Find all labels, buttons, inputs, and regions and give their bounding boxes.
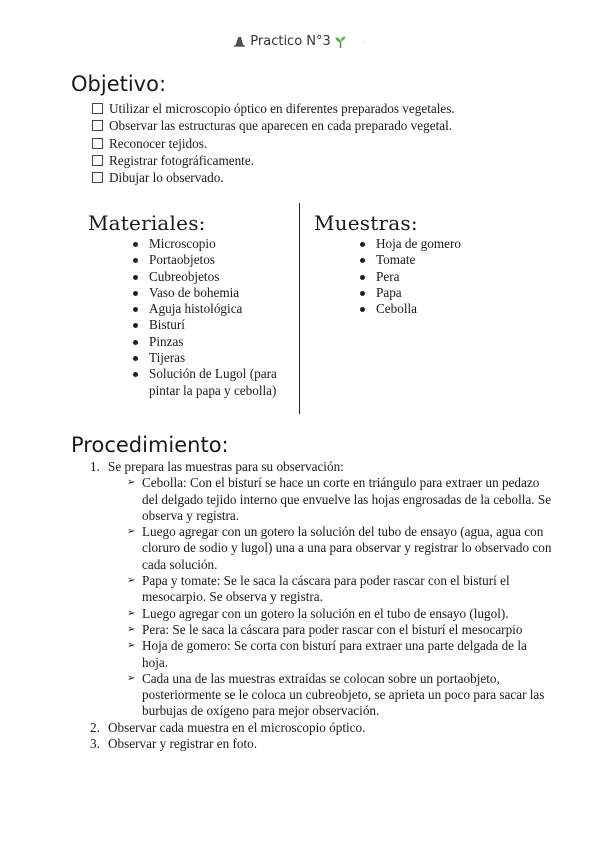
procedure-substep: ➢ Cebolla: Con el bisturí se hace un corte en triángulo para extraer un pedazo del delgado tejido interno que envuelve las hojas engrosadas de la cebolla. Se observa y registra. bbox=[127, 475, 552, 523]
procedimiento-heading: Procedimiento: bbox=[71, 433, 229, 457]
bullet-icon bbox=[133, 356, 138, 361]
objetivo-heading: Objetivo: bbox=[71, 72, 167, 96]
list-item: Tomate bbox=[360, 252, 560, 268]
step-text: Observar cada muestra en el microscopio óptico. bbox=[108, 719, 366, 735]
list-item: Pinzas bbox=[133, 334, 283, 350]
list-item: Vaso de bohemia bbox=[133, 285, 283, 301]
step-text: Se prepara las muestras para su observación: bbox=[108, 459, 344, 474]
list-item: Papa bbox=[360, 285, 560, 301]
arrow-bullet-icon: ➢ bbox=[127, 640, 136, 652]
objetivo-checklist bbox=[92, 101, 572, 187]
procedure-step bbox=[82, 736, 552, 752]
bullet-icon bbox=[133, 291, 138, 296]
checkbox[interactable] bbox=[92, 155, 103, 166]
checklist-item: Observar las estructuras que aparecen en cada preparado vegetal. bbox=[92, 118, 572, 135]
list-item: Solución de Lugol (para pintar la papa y cebolla) bbox=[133, 366, 283, 399]
bullet-icon bbox=[360, 242, 365, 247]
bullet-icon bbox=[360, 307, 365, 312]
muestras-heading: Muestras: bbox=[314, 211, 418, 235]
step-number: 1. bbox=[90, 459, 100, 474]
list-item: Hoja de gomero bbox=[360, 236, 560, 252]
step-text: Observar y registrar en foto. bbox=[108, 736, 258, 752]
arrow-bullet-icon: ➢ bbox=[127, 526, 136, 538]
page-header bbox=[0, 34, 600, 49]
step-number: 3. bbox=[90, 736, 100, 752]
checkbox[interactable] bbox=[92, 138, 103, 149]
procedure-step bbox=[82, 720, 552, 736]
arrow-bullet-icon: ➢ bbox=[127, 575, 136, 587]
header-mini-mark: ... bbox=[362, 38, 367, 45]
checklist-item: Reconocer tejidos. bbox=[92, 136, 572, 153]
procedure-substep: ➢ Cada una de las muestras extraídas se colocan sobre un portaobjeto, posteriormente se le coloca un cubreobjeto, se aprieta un poco para sacar las burbujas de oxígeno para mejor observación. bbox=[127, 670, 545, 719]
bullet-icon bbox=[133, 372, 138, 377]
procedimiento-list bbox=[82, 459, 552, 752]
bullet-icon bbox=[133, 242, 138, 247]
list-item: Pera bbox=[360, 269, 560, 285]
bullet-icon bbox=[360, 275, 365, 280]
column-divider bbox=[299, 203, 300, 414]
materiales-heading: Materiales: bbox=[88, 211, 206, 235]
microscope-icon bbox=[233, 37, 246, 47]
bullet-icon bbox=[133, 307, 138, 312]
bullet-icon bbox=[133, 340, 138, 345]
checkbox[interactable] bbox=[92, 103, 103, 114]
step-number: 2. bbox=[90, 719, 100, 735]
list-item: Cebolla bbox=[360, 301, 560, 317]
procedure-substep: ➢ Hoja de gomero: Se corta con bisturí para extraer una parte delgada de la hoja. bbox=[127, 638, 527, 670]
checklist-item: Utilizar el microscopio óptico en diferentes preparados vegetales. bbox=[92, 101, 572, 118]
sprout-icon bbox=[335, 36, 346, 48]
checklist-item: Dibujar lo observado. bbox=[92, 170, 572, 187]
bullet-icon bbox=[360, 291, 365, 296]
list-item: Portaobjetos bbox=[133, 252, 283, 268]
muestras-list bbox=[360, 236, 560, 317]
list-item: Microscopio bbox=[133, 236, 283, 252]
list-item: Cubreobjetos bbox=[133, 269, 283, 285]
procedure-substep: ➢ Pera: Se le saca la cáscara para poder rascar con el bisturí el mesocarpio bbox=[127, 621, 523, 637]
checklist-item: Registrar fotográficamente. bbox=[92, 153, 572, 170]
arrow-bullet-icon: ➢ bbox=[127, 623, 136, 635]
procedure-substep: ➢ Luego agregar con un gotero la solución en el tubo de ensayo (lugol). bbox=[127, 605, 509, 621]
list-item: Aguja histológica bbox=[133, 301, 283, 317]
materiales-list bbox=[133, 236, 283, 399]
page-title: Practico N°3 bbox=[250, 34, 331, 49]
bullet-icon bbox=[133, 323, 138, 328]
procedure-substep: ➢ Luego agregar con un gotero la solución del tubo de ensayo (agua, agua con cloruro de sodio y lugol) una a una para observar y registrar lo observado con cada solución. bbox=[127, 524, 552, 572]
bullet-icon bbox=[133, 275, 138, 280]
procedure-substep: ➢ Papa y tomate: Se le saca la cáscara para poder rascar con el bisturí el mesocarpio. Se observa y registra. bbox=[127, 573, 510, 605]
checkbox[interactable] bbox=[92, 172, 103, 183]
arrow-bullet-icon: ➢ bbox=[127, 672, 136, 684]
list-item: Tijeras bbox=[133, 350, 283, 366]
list-item: Bisturí bbox=[133, 317, 283, 333]
arrow-bullet-icon: ➢ bbox=[127, 607, 136, 619]
checkbox[interactable] bbox=[92, 120, 103, 131]
bullet-icon bbox=[360, 258, 365, 263]
procedure-step bbox=[82, 459, 552, 475]
arrow-bullet-icon: ➢ bbox=[127, 477, 136, 489]
bullet-icon bbox=[133, 258, 138, 263]
